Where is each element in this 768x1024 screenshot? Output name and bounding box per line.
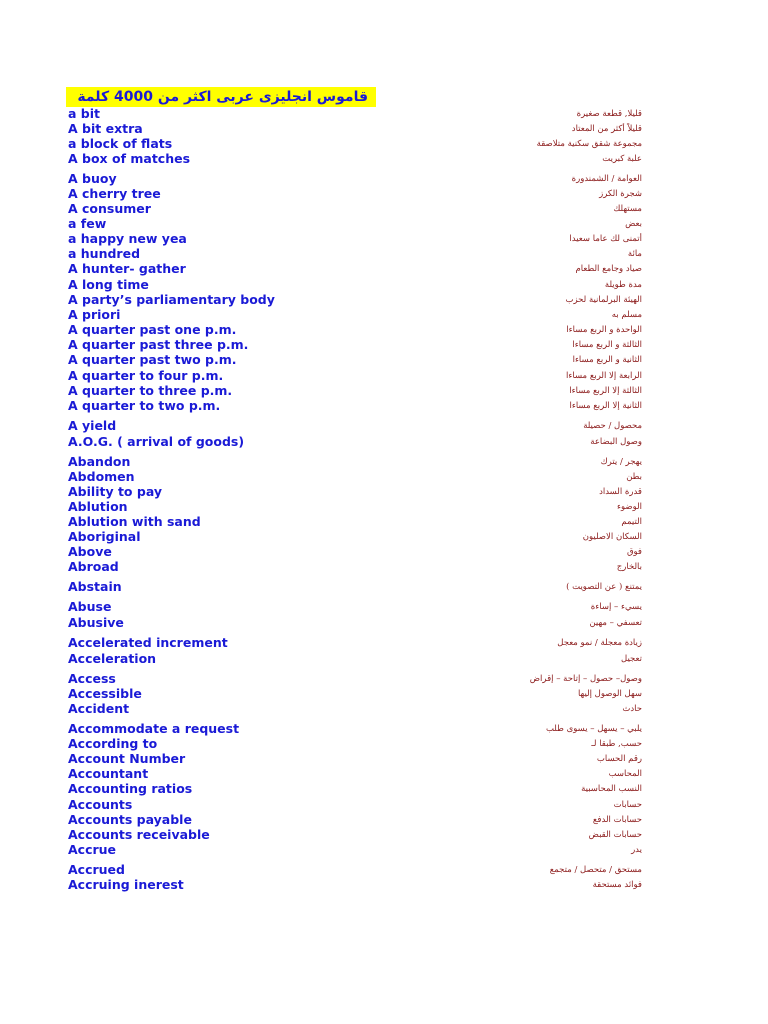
- dictionary-entry: [0, 434, 768, 449]
- arabic-translation: يمتنع ( عن التصويت ): [566, 582, 642, 592]
- dictionary-entry: [0, 383, 768, 398]
- arabic-translation: قليلاً أكثر من المعتاد: [571, 124, 642, 134]
- arabic-translation: مستحق / متحصل / متجمع: [549, 865, 642, 875]
- dictionary-entry: [0, 529, 768, 544]
- english-term: a few: [68, 216, 107, 231]
- english-term: a hundred: [68, 246, 141, 261]
- english-term: a block of flats: [68, 136, 173, 151]
- dictionary-entry: [0, 701, 768, 716]
- dictionary-entry: [0, 106, 768, 121]
- dictionary-entry: [0, 671, 768, 686]
- arabic-translation: سهل الوصول إليها: [577, 689, 642, 699]
- arabic-translation: شجرة الكرز: [599, 189, 642, 199]
- english-term: A yield: [68, 418, 117, 433]
- english-term: Above: [68, 544, 112, 559]
- dictionary-entry: [0, 877, 768, 892]
- english-term: Abandon: [68, 454, 131, 469]
- dictionary-entry: [0, 216, 768, 231]
- english-term: A quarter past two p.m.: [68, 352, 237, 367]
- arabic-translation: الثالثة و الربع مساءا: [572, 340, 642, 350]
- arabic-translation: بالخارج: [616, 562, 642, 572]
- english-term: Acceleration: [68, 651, 157, 666]
- arabic-translation: تعجيل: [621, 654, 642, 664]
- arabic-translation: التيمم: [621, 517, 642, 527]
- arabic-translation: فوق: [626, 547, 642, 557]
- arabic-translation: رقم الحساب: [596, 754, 642, 764]
- english-term: A long time: [68, 277, 149, 292]
- dictionary-entry: [0, 514, 768, 529]
- english-term: A.O.G. ( arrival of goods): [68, 434, 245, 449]
- dictionary-entry: [0, 292, 768, 307]
- arabic-translation: الهيئة البرلمانية لحزب: [565, 295, 642, 305]
- arabic-translation: الثانية و الربع مساءا: [572, 355, 642, 365]
- dictionary-entry: [0, 454, 768, 469]
- arabic-translation: الواحدة و الربع مساءا: [566, 325, 642, 335]
- page-title: قاموس انجليزى عربى اكثر من 4000 كلمة: [66, 87, 376, 107]
- arabic-translation: محصول / حصيلة: [583, 421, 642, 431]
- arabic-translation: حسابات الدفع: [592, 815, 642, 825]
- dictionary-entry: [0, 781, 768, 796]
- english-term: A priori: [68, 307, 121, 322]
- english-term: Abroad: [68, 559, 119, 574]
- arabic-translation: وصول البضاعة: [590, 437, 642, 447]
- dictionary-entry: [0, 797, 768, 812]
- arabic-translation: يهجر / يترك: [600, 457, 642, 467]
- dictionary-entry: [0, 186, 768, 201]
- english-term: Ability to pay: [68, 484, 163, 499]
- dictionary-entry: [0, 751, 768, 766]
- english-term: A quarter to three p.m.: [68, 383, 233, 398]
- arabic-translation: بطن: [626, 472, 642, 482]
- arabic-translation: حسب, طبقا لـ: [591, 739, 642, 749]
- arabic-translation: علبة كبريت: [602, 154, 642, 164]
- english-term: Accrue: [68, 842, 117, 857]
- english-term: Accruing inerest: [68, 877, 184, 892]
- dictionary-entry: [0, 277, 768, 292]
- arabic-translation: تعسفي – مهين: [589, 618, 642, 628]
- dictionary-entry: [0, 736, 768, 751]
- dictionary-entry: [0, 151, 768, 166]
- english-term: a happy new yea: [68, 231, 187, 246]
- english-term: A cherry tree: [68, 186, 161, 201]
- dictionary-entry: [0, 686, 768, 701]
- english-term: Accelerated increment: [68, 635, 228, 650]
- english-term: A hunter- gather: [68, 261, 186, 276]
- arabic-translation: أتمنى لك عاما سعيدا: [569, 234, 642, 244]
- english-term: A quarter past one p.m.: [68, 322, 237, 337]
- dictionary-entry: [0, 307, 768, 322]
- arabic-translation: زيادة معجلة / نمو معجل: [557, 638, 642, 648]
- arabic-translation: الوضوء: [617, 502, 642, 512]
- dictionary-entry: [0, 201, 768, 216]
- english-term: Aboriginal: [68, 529, 141, 544]
- arabic-translation: مجموعة شقق سكنية متلاصقة: [536, 139, 642, 149]
- english-term: A quarter to two p.m.: [68, 398, 221, 413]
- english-term: Accounts payable: [68, 812, 192, 827]
- arabic-translation: الثانية إلا الربع مساءا: [569, 401, 642, 411]
- arabic-translation: فوائد مستحقة: [592, 880, 642, 890]
- arabic-translation: قليلا, قطعة صغيرة: [576, 109, 642, 119]
- dictionary-entry: [0, 337, 768, 352]
- english-term: Ablution with sand: [68, 514, 201, 529]
- arabic-translation: قدرة السداد: [599, 487, 642, 497]
- english-term: A box of matches: [68, 151, 191, 166]
- english-term: Account Number: [68, 751, 186, 766]
- dictionary-entry: [0, 615, 768, 630]
- english-term: A party’s parliamentary body: [68, 292, 275, 307]
- arabic-translation: النسب المحاسبية: [581, 784, 642, 794]
- english-term: Abdomen: [68, 469, 135, 484]
- english-term: Accounts receivable: [68, 827, 210, 842]
- arabic-translation: المحاسب: [608, 769, 642, 779]
- english-term: According to: [68, 736, 158, 751]
- english-term: A bit extra: [68, 121, 143, 136]
- arabic-translation: مائة: [627, 249, 642, 259]
- dictionary-entry: [0, 559, 768, 574]
- dictionary-entry: [0, 812, 768, 827]
- dictionary-entry: [0, 842, 768, 857]
- arabic-translation: حسابات: [613, 800, 642, 810]
- arabic-translation: الرابعة إلا الربع مساءا: [566, 371, 642, 381]
- english-term: Accrued: [68, 862, 125, 877]
- english-term: Abusive: [68, 615, 124, 630]
- dictionary-entry: [0, 721, 768, 736]
- dictionary-entry: [0, 499, 768, 514]
- english-term: Accounting ratios: [68, 781, 193, 796]
- arabic-translation: يسيء – إساءة: [590, 602, 642, 612]
- dictionary-entry: [0, 827, 768, 842]
- dictionary-entry: [0, 469, 768, 484]
- english-term: A quarter to four p.m.: [68, 368, 224, 383]
- dictionary-entry: [0, 121, 768, 136]
- dictionary-entry: [0, 322, 768, 337]
- english-term: Accident: [68, 701, 130, 716]
- english-term: a bit: [68, 106, 100, 121]
- english-term: Abuse: [68, 599, 112, 614]
- dictionary-entry: [0, 398, 768, 413]
- english-term: Abstain: [68, 579, 122, 594]
- arabic-translation: مسلم به: [611, 310, 642, 320]
- dictionary-entry: [0, 246, 768, 261]
- english-term: Access: [68, 671, 116, 686]
- english-term: Accountant: [68, 766, 149, 781]
- dictionary-entry: [0, 171, 768, 186]
- dictionary-entry: [0, 136, 768, 151]
- dictionary-entry: [0, 651, 768, 666]
- arabic-translation: يدر: [631, 845, 642, 855]
- english-term: Accessible: [68, 686, 142, 701]
- arabic-translation: السكان الاصليون: [582, 532, 642, 542]
- arabic-translation: وصول– حصول – إتاحة – إقراض: [529, 674, 642, 684]
- arabic-translation: حادث: [622, 704, 642, 714]
- dictionary-entry: [0, 352, 768, 367]
- dictionary-entry: [0, 544, 768, 559]
- english-term: A consumer: [68, 201, 151, 216]
- english-term: A quarter past three p.m.: [68, 337, 249, 352]
- dictionary-entry: [0, 599, 768, 614]
- dictionary-entry: [0, 635, 768, 650]
- dictionary-entry: [0, 579, 768, 594]
- arabic-translation: بعض: [625, 219, 642, 229]
- english-term: Accommodate a request: [68, 721, 240, 736]
- arabic-translation: مستهلك: [613, 204, 642, 214]
- dictionary-entry: [0, 418, 768, 433]
- english-term: Accounts: [68, 797, 133, 812]
- arabic-translation: الثالثة إلا الربع مساءا: [569, 386, 642, 396]
- dictionary-entry: [0, 862, 768, 877]
- arabic-translation: يلبي – يسهل – يسوى طلب: [545, 724, 642, 734]
- dictionary-entry: [0, 484, 768, 499]
- dictionary-entry: [0, 766, 768, 781]
- arabic-translation: حسابات القبض: [588, 830, 642, 840]
- english-term: Ablution: [68, 499, 128, 514]
- arabic-translation: صياد وجامع الطعام: [575, 264, 642, 274]
- dictionary-entry: [0, 368, 768, 383]
- dictionary-entry: [0, 231, 768, 246]
- english-term: A buoy: [68, 171, 117, 186]
- dictionary-entry: [0, 261, 768, 276]
- arabic-translation: مدة طويلة: [604, 280, 642, 290]
- arabic-translation: العوامة / الشمندورة: [571, 174, 642, 184]
